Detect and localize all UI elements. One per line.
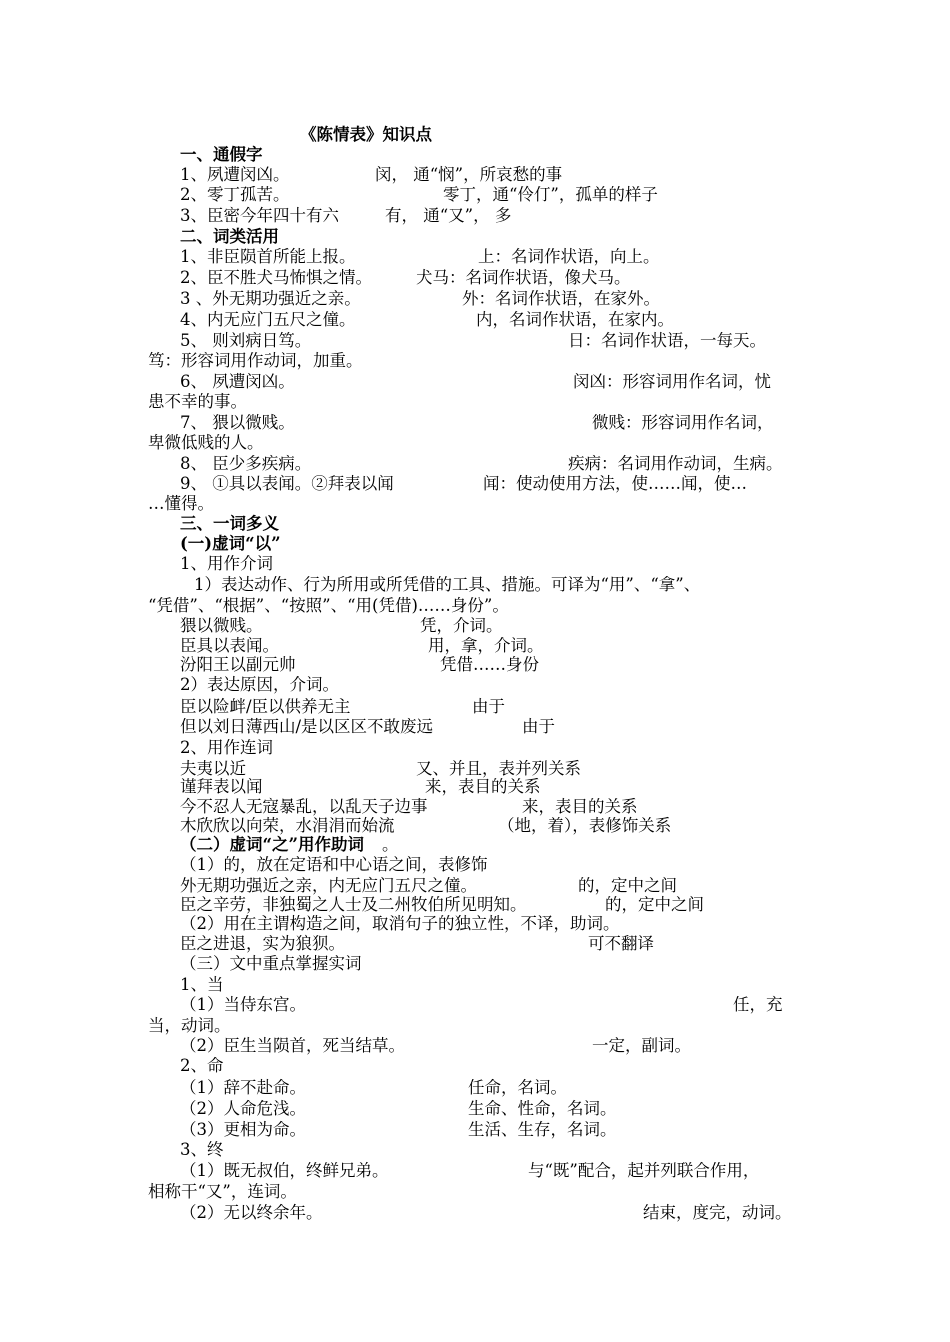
line: （三）文中重点掌握实词 bbox=[180, 954, 362, 973]
line: 由于 bbox=[472, 697, 505, 716]
line: 1、用作介词 bbox=[180, 554, 273, 573]
line: 生命、性命，名词。 bbox=[468, 1099, 617, 1118]
line: 日：名词作状语，一每天。 bbox=[568, 331, 766, 350]
line: 臣以险衅/臣以供养无主 bbox=[180, 697, 351, 716]
line: “凭借”、“根据”、“按照”、“用(凭借)……身份”。 bbox=[148, 596, 509, 615]
line: 1、非臣陨首所能上报。 bbox=[180, 247, 356, 266]
line: （1）既无叔伯，终鲜兄弟。 bbox=[180, 1161, 389, 1180]
line: 4、内无应门五尺之僮。 bbox=[180, 310, 356, 329]
line: 6、 夙遭闵凶。 bbox=[180, 372, 295, 391]
line: 有， 通“又”， 多 bbox=[385, 206, 512, 225]
line: 微贱：形容词用作名词， bbox=[592, 413, 774, 432]
line: （2）臣生当陨首，死当结草。 bbox=[180, 1036, 405, 1055]
line: 患不幸的事。 bbox=[148, 392, 247, 411]
heading: 三、一词多义 bbox=[180, 514, 279, 533]
line: 9、 ①具以表闻。②拜表以闻 bbox=[180, 474, 394, 493]
line: 3、臣密今年四十有六 bbox=[180, 206, 339, 225]
line: 3 、外无期功强近之亲。 bbox=[180, 289, 361, 308]
line: 臣之辛劳，非独蜀之人士及二州牧伯所见明知。 bbox=[180, 895, 527, 914]
line: 的，定中之间 bbox=[605, 895, 704, 914]
line: 谨拜表以闻 bbox=[180, 777, 263, 796]
line: 来，表目的关系 bbox=[522, 797, 638, 816]
line: 臣之进退，实为狼狈。 bbox=[180, 934, 345, 953]
line: 木欣欣以向荣，水涓涓而始流 bbox=[180, 816, 395, 835]
line: 笃：形容词用作动词，加重。 bbox=[148, 351, 363, 370]
line: 臣具以表闻。 bbox=[180, 636, 279, 655]
line: 凭，介词。 bbox=[420, 616, 503, 635]
line: 1、夙遭闵凶。 bbox=[180, 165, 290, 184]
line: 当，动词。 bbox=[148, 1016, 231, 1035]
line: 结束，度完，动词。 bbox=[643, 1203, 792, 1222]
line: 犬马：名词作状语，像犬马。 bbox=[416, 268, 631, 287]
line: （1）辞不赴命。 bbox=[180, 1078, 306, 1097]
line: 用，拿，介词。 bbox=[428, 636, 544, 655]
line: 闵凶：形容词用作名词，忧 bbox=[573, 372, 771, 391]
doc-title: 《陈情表》知识点 bbox=[300, 125, 432, 144]
line: 5、 则刘病日笃。 bbox=[180, 331, 312, 350]
line: 可不翻译 bbox=[588, 934, 654, 953]
line: 2、命 bbox=[180, 1056, 224, 1075]
line: （1）的，放在定语和中心语之间，表修饰 bbox=[180, 855, 488, 874]
line: 猥以微贱。 bbox=[180, 616, 263, 635]
line: （2）人命危浅。 bbox=[180, 1099, 306, 1118]
line: 相称干“又”，连词。 bbox=[148, 1182, 297, 1201]
line: 上：名词作状语，向上。 bbox=[478, 247, 660, 266]
line: 与“既”配合，起并列联合作用， bbox=[528, 1161, 760, 1180]
line: （2）用在主谓构造之间，取消句子的独立性，不译，助词。 bbox=[180, 914, 620, 933]
line: 来，表目的关系 bbox=[425, 777, 541, 796]
subheading: (一)虚词“以” bbox=[180, 534, 281, 553]
line: 又、并且，表并列关系 bbox=[416, 759, 581, 778]
line: 外：名词作状语，在家外。 bbox=[462, 289, 660, 308]
line: …懂得。 bbox=[148, 494, 214, 513]
line: 生活、生存，名词。 bbox=[468, 1120, 617, 1139]
line: （1）当侍东宫。 bbox=[180, 995, 306, 1014]
line: 2）表达原因，介词。 bbox=[180, 675, 339, 694]
line: 闻：使动使用方法，使……闻，使… bbox=[483, 474, 747, 493]
line: 外无期功强近之亲，内无应门五尺之僮。 bbox=[180, 876, 477, 895]
line: 2、用作连词 bbox=[180, 738, 273, 757]
line: 内，名词作状语，在家内。 bbox=[476, 310, 674, 329]
line: （2）无以终余年。 bbox=[180, 1203, 323, 1222]
line: 2、臣不胜犬马怖惧之情。 bbox=[180, 268, 372, 287]
line: 8、 臣少多疾病。 bbox=[180, 454, 312, 473]
line: 1、当 bbox=[180, 975, 224, 994]
line: 卑微低贱的人。 bbox=[148, 433, 264, 452]
line: （地，着），表修饰关系 bbox=[498, 816, 672, 835]
line: 的，定中之间 bbox=[578, 876, 677, 895]
line: 今不忍人无寇暴乱，以乱天子边事 bbox=[180, 797, 428, 816]
line: 3、终 bbox=[180, 1140, 224, 1159]
line: 1）表达动作、行为所用或所凭借的工具、措施。可译为“用”、“拿”、 bbox=[194, 575, 701, 594]
line: 汾阳王以副元帅 bbox=[180, 655, 296, 674]
line: 任命，名词。 bbox=[468, 1078, 567, 1097]
line: 疾病：名词用作动词，生病。 bbox=[568, 454, 783, 473]
line: 2、零丁孤苦。 bbox=[180, 185, 290, 204]
subheading: （二）虚词“之”用作助词 bbox=[180, 835, 364, 854]
line: 由于 bbox=[522, 717, 555, 736]
line: 凭借……身份 bbox=[440, 655, 539, 674]
line: （3）更相为命。 bbox=[180, 1120, 306, 1139]
line: 任，充 bbox=[733, 995, 783, 1014]
line: 闵， 通“悯”，所哀愁的事 bbox=[375, 165, 563, 184]
heading: 二、词类活用 bbox=[180, 227, 279, 246]
line: 一定，副词。 bbox=[592, 1036, 691, 1055]
line: 7、 猥以微贱。 bbox=[180, 413, 295, 432]
heading: 一、通假字 bbox=[180, 145, 263, 164]
line: 零丁，通“伶仃”，孤单的样子 bbox=[443, 185, 658, 204]
line: 但以刘日薄西山/是以区区不敢废远 bbox=[180, 717, 434, 736]
line: 。 bbox=[382, 835, 399, 854]
line: 夫夷以近 bbox=[180, 759, 246, 778]
